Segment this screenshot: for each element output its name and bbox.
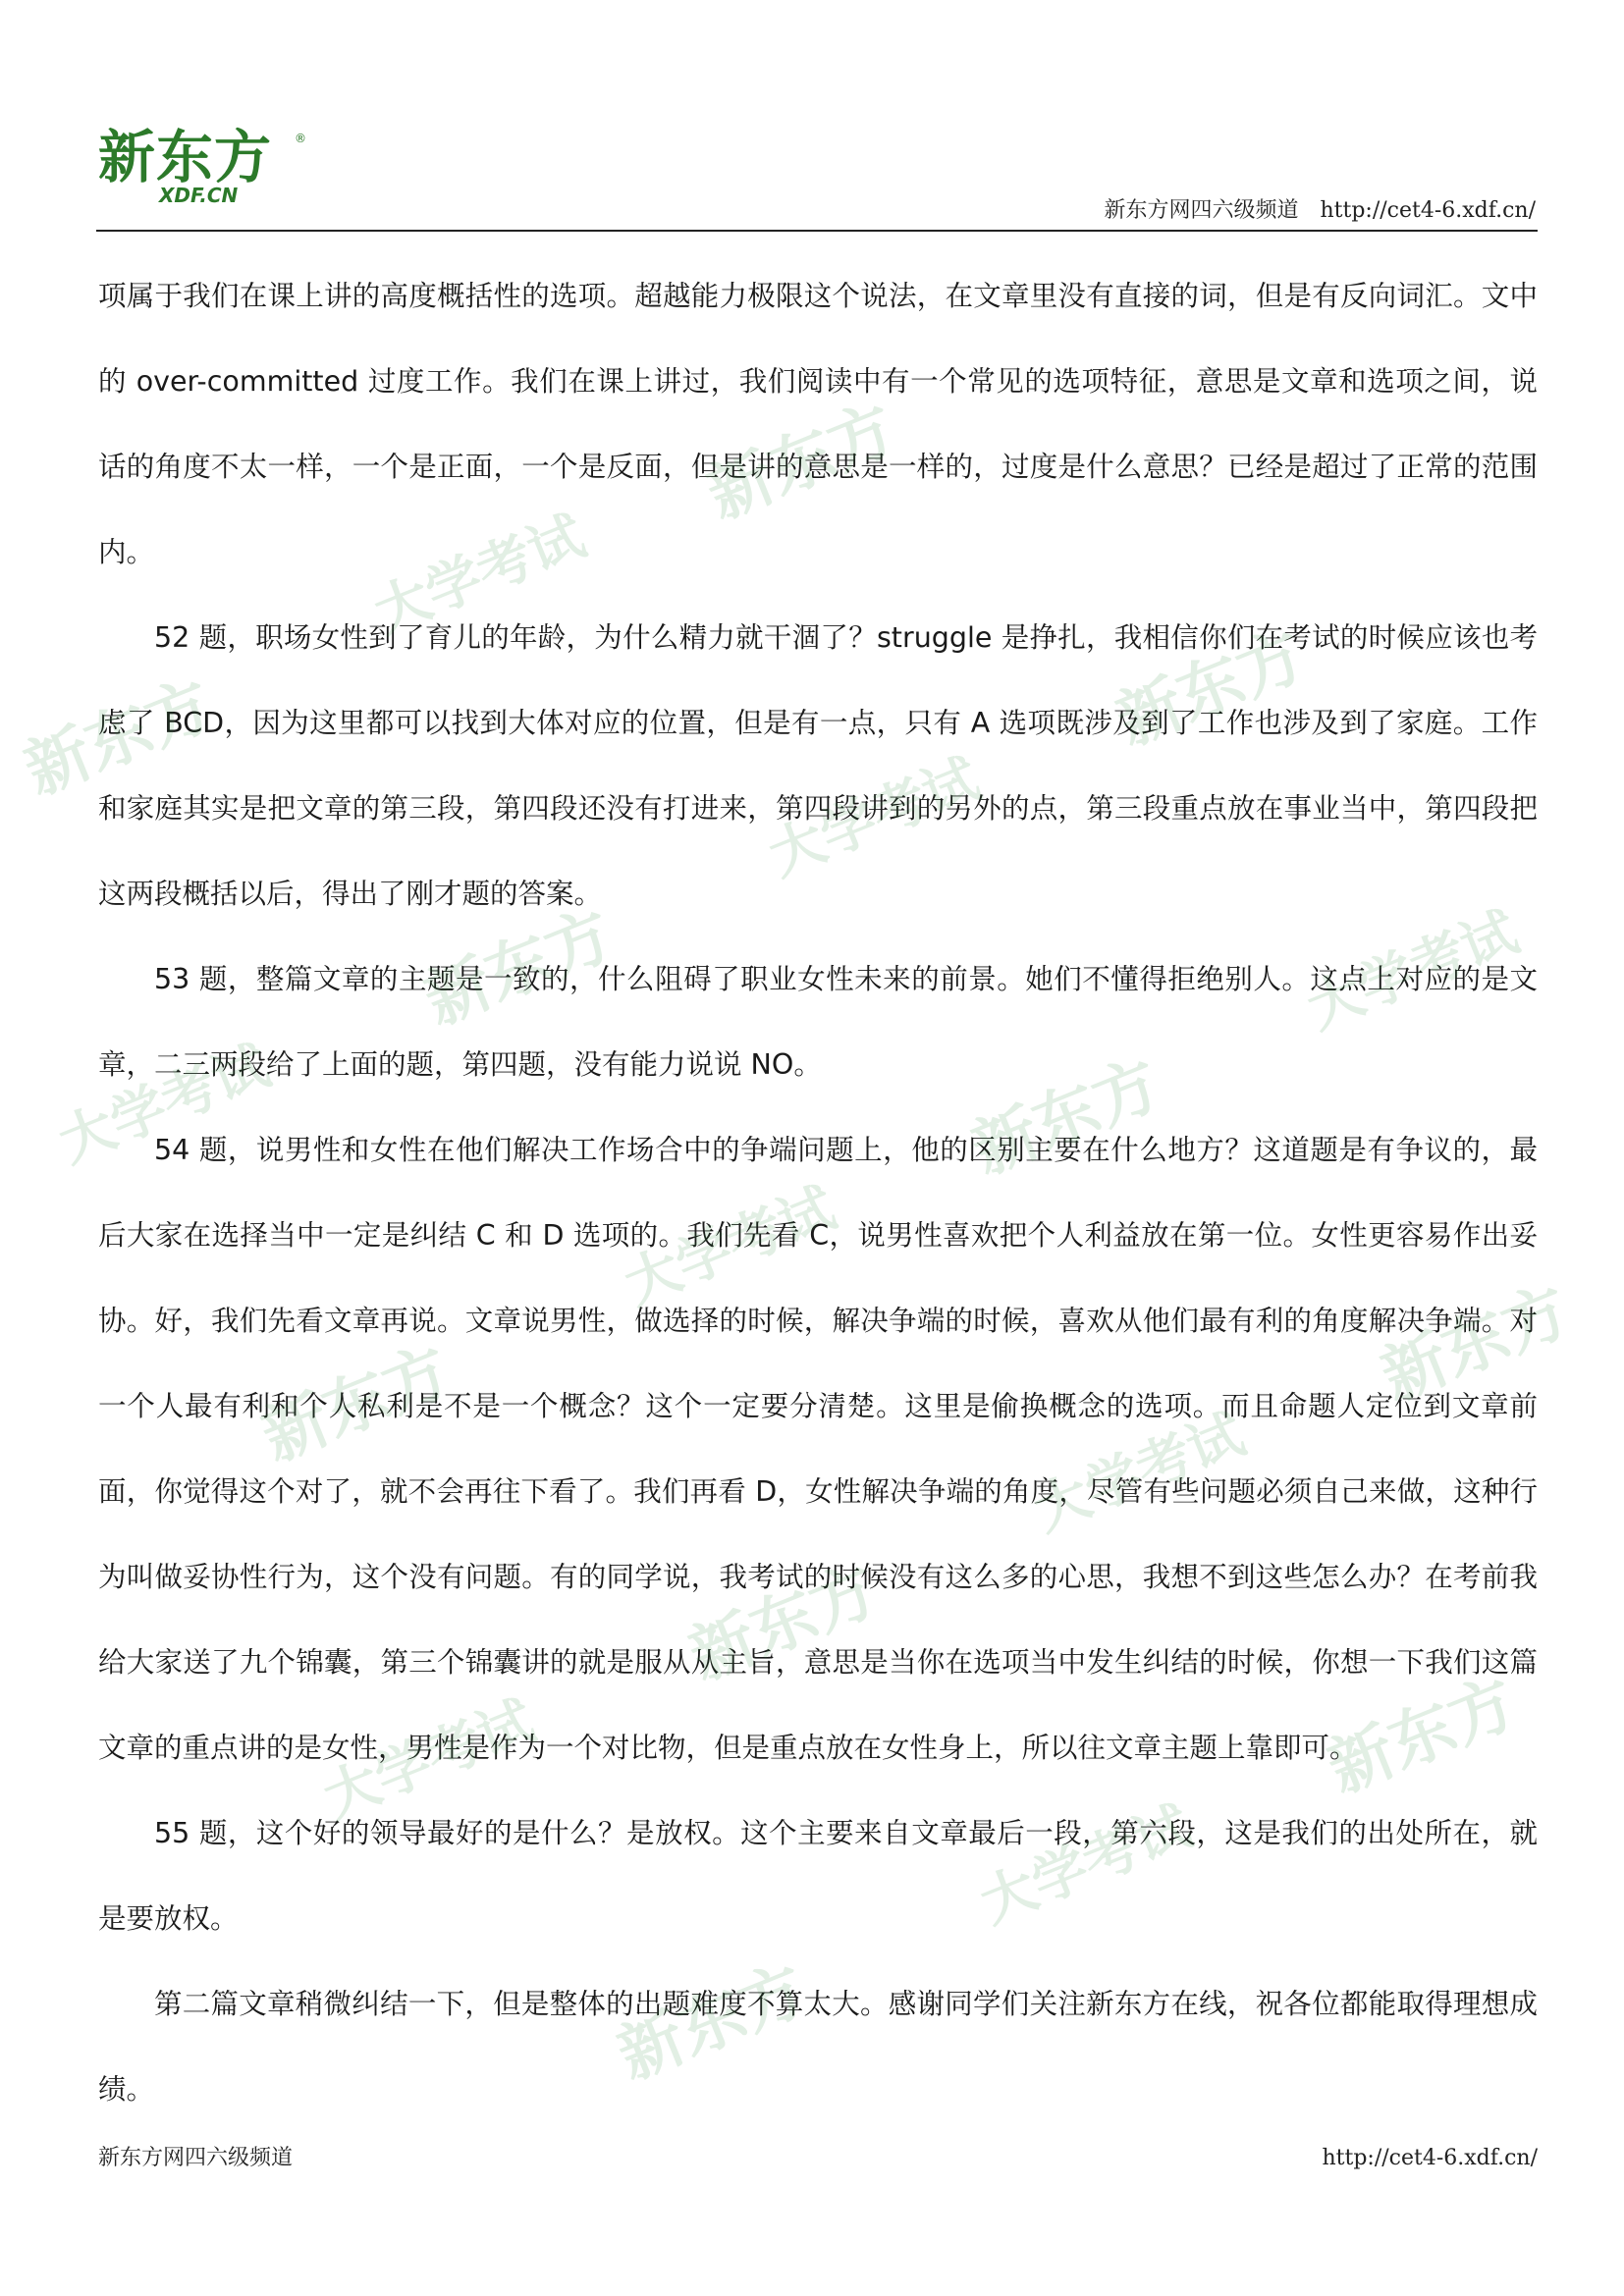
watermark-brand: 新东方 — [251, 1332, 460, 1476]
paragraph-q54: 54 题，说男性和女性在他们解决工作场合中的争端问题上，他的区别主要在什么地方？这道题是有争议的，最后大家在选择当中一定是纠结 C 和 D 选项的。我们先看 C，说男性喜欢把个人利益放在第一位。女性更容易作出妥协。好，我们先看文章再说。文章说男性，做选择的时候，解决争端的时候，喜欢从他们最有利的角度解决争端。对一个人最有利和个人私利是不是一个概念？这个一定要分清楚。这里是偷换概念的选项。而且命题人定位到文章前面，你觉得这个对了，就不会再往下看了。我们再看 D，女性解决争端的角度，尽管有些问题必须自己来做，这种行为叫做妥协性行为，这个没有问题。有的同学说，我考试的时候没有这么多的心思，我想不到这些怎么办？在考前我给大家送了九个锦囊，第三个锦囊讲的就是服从从主旨，意思是当你在选项当中发生纠结的时候，你想一下我们这篇文章的重点讲的是女性，男性是作为一个对比物，但是重点放在女性身上，所以往文章主题上靠即可。 — [98, 1134, 1538, 1764]
watermark-brand: 新东方 — [697, 390, 906, 534]
article-body — [98, 253, 1538, 2132]
header-channel — [1104, 198, 1536, 224]
logo-text: 新东方 — [98, 124, 273, 190]
watermark-brand: 新东方 — [14, 666, 224, 810]
watermark-brand: 新东方 — [961, 1045, 1171, 1189]
paragraph-q52: 52 题，职场女性到了育儿的年龄，为什么精力就干涸了？struggle 是挣扎，我相信你们在考试的时候应该也考虑了 BCD，因为这里都可以找到大体对应的位置，但是有一点，只有 A 选项既涉及到了工作也涉及到了家庭。工作和家庭其实是把文章的第三段，第四段还没有打进来，第四段讲到的另外的点，第三段重点放在事业当中，第四段把这两段概括以后，得出了刚才题的答案。 — [98, 621, 1538, 910]
watermark-brand: 新东方 — [607, 1950, 817, 2095]
watermark-brand: 新东方 — [414, 896, 623, 1040]
logo-subtext: XDF.CN — [159, 184, 239, 207]
watermark-brand: 新东方 — [1106, 616, 1316, 761]
footer-site-url[interactable]: http://cet4-6.xdf.cn/ — [1322, 2146, 1538, 2170]
paragraph-intro: 项属于我们在课上讲的高度概括性的选项。超越能力极限这个说法，在文章里没有直接的词，但是有反向词汇。文中的 over-committed 过度工作。我们在课上讲过，我们阅读中有一个常见的选项特征，意思是文章和选项之间，说话的角度不太一样，一个是正面，一个是反面，但是讲的意思是一样的，过度是什么意思？已经是超过了正常的范围内。 — [98, 280, 1538, 568]
paragraph-q53: 53 题，整篇文章的主题是一致的，什么阻碍了职业女性未来的前景。她们不懂得拒绝别人。这点上对应的是文章，二三两段给了上面的题，第四题，没有能力说说 NO。 — [98, 963, 1538, 1081]
watermark-tagline: 大学考试 — [971, 1794, 1200, 1937]
watermark-tagline: 大学考试 — [50, 1034, 279, 1176]
watermark-brand: 新东方 — [1318, 1664, 1527, 1808]
header-site-url[interactable]: http://cet4-6.xdf.cn/ — [1320, 198, 1536, 223]
watermark-tagline: 大学考试 — [314, 1688, 543, 1832]
xdf-logo[interactable] — [98, 126, 304, 214]
header-divider — [96, 230, 1538, 232]
watermark-tagline: 大学考试 — [760, 747, 989, 889]
watermark-tagline: 大学考试 — [1298, 900, 1527, 1042]
watermark-brand: 新东方 — [1371, 1272, 1580, 1415]
header-site-name: 新东方网四六级频道 — [1104, 198, 1299, 223]
watermark-tagline: 大学考试 — [365, 504, 594, 646]
watermark-brand: 新东方 — [678, 1551, 889, 1695]
paragraph-closing: 第二篇文章稍微纠结一下，但是整体的出题难度不算太大。感谢同学们关注新东方在线，祝各位都能取得理想成绩。 — [98, 1988, 1538, 2106]
footer-site-name: 新东方网四六级频道 — [98, 2146, 294, 2170]
registered-mark: ® — [295, 132, 306, 145]
paragraph-q55: 55 题，这个好的领导最好的是什么？是放权。这个主要来自文章最后一段，第六段，这是我们的出处所在，就是要放权。 — [98, 1817, 1538, 1935]
watermark-tagline: 大学考试 — [1025, 1402, 1254, 1544]
watermark-tagline: 大学考试 — [616, 1176, 844, 1318]
